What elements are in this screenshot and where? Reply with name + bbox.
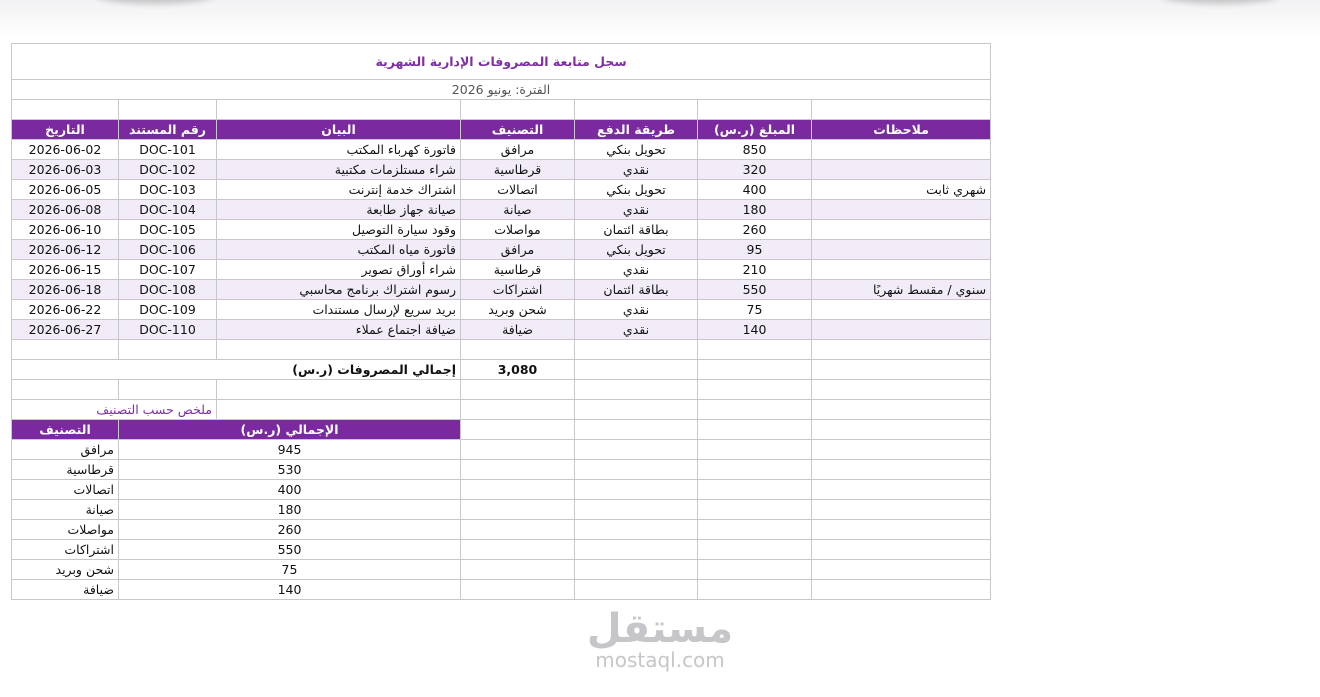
cell-notes [812,320,991,340]
header-amount: المبلغ (ر.س) [698,120,812,140]
summary-title: ملخص حسب التصنيف [12,400,217,420]
cell-category: اشتراكات [461,280,575,300]
cell-category: مواصلات [461,220,575,240]
expense-table [11,43,991,600]
summary-category: اشتراكات [12,540,119,560]
cell-description: شراء مستلزمات مكتبية [217,160,461,180]
cell-amount: 180 [698,200,812,220]
watermark-arabic: مستقل [586,606,734,652]
header-category: التصنيف [461,120,575,140]
cell-notes [812,300,991,320]
blank-cell [812,480,991,500]
table-row [12,300,991,320]
cell-description: فاتورة مياه المكتب [217,240,461,260]
cell-description: بريد سريع لإرسال مستندات [217,300,461,320]
cell-doc-no: DOC-108 [119,280,217,300]
blank-cell [812,500,991,520]
summary-category: مرافق [12,440,119,460]
cell-description: اشتراك خدمة إنترنت [217,180,461,200]
cell-payment-method: نقدي [575,200,698,220]
total-value: 3,080 [461,360,575,380]
blank-cell [461,540,575,560]
blank-cell [575,440,698,460]
blank-cell [698,400,812,420]
table-row [12,200,991,220]
blank-cell [461,460,575,480]
cell-date: 2026-06-03 [12,160,119,180]
blank-cell [575,460,698,480]
cell-doc-no: DOC-107 [119,260,217,280]
blank-cell [698,540,812,560]
blank-cell [812,580,991,600]
cell-amount: 320 [698,160,812,180]
cell-description: ضيافة اجتماع عملاء [217,320,461,340]
cell-payment-method: تحويل بنكي [575,180,698,200]
cell-notes [812,160,991,180]
cell-date: 2026-06-10 [12,220,119,240]
blank-cell [698,340,812,360]
blank-cell [461,340,575,360]
blank-cell [812,360,991,380]
sheet-period: الفترة: يونيو 2026 [12,80,991,100]
cell-category: ضيافة [461,320,575,340]
blank-cell [575,380,698,400]
header-row [12,120,991,140]
blank-cell [812,380,991,400]
blank-cell [575,580,698,600]
summary-total: 140 [119,580,461,600]
cell-notes [812,140,991,160]
cell-category: قرطاسية [461,160,575,180]
cell-payment-method: بطاقة ائتمان [575,220,698,240]
blank-cell [119,340,217,360]
summary-total: 260 [119,520,461,540]
table-row [12,220,991,240]
cell-amount: 140 [698,320,812,340]
blank-cell [461,400,575,420]
blank-cell [812,400,991,420]
cell-date: 2026-06-08 [12,200,119,220]
cell-doc-no: DOC-110 [119,320,217,340]
table-row [12,280,991,300]
cell-payment-method: بطاقة ائتمان [575,280,698,300]
summary-row [12,480,991,500]
blank-cell [217,380,461,400]
cell-date: 2026-06-02 [12,140,119,160]
cell-doc-no: DOC-102 [119,160,217,180]
blank-cell [461,500,575,520]
summary-header-row [12,420,991,440]
cell-amount: 210 [698,260,812,280]
cell-amount: 850 [698,140,812,160]
summary-total: 180 [119,500,461,520]
header-notes: ملاحظات [812,120,991,140]
cell-category: اتصالات [461,180,575,200]
watermark [580,608,740,670]
cell-date: 2026-06-27 [12,320,119,340]
header-description: البيان [217,120,461,140]
header-doc-no: رقم المستند [119,120,217,140]
total-row [12,360,991,380]
blank-cell [575,420,698,440]
blank-row [12,380,991,400]
blank-cell [461,420,575,440]
cell-description: فاتورة كهرباء المكتب [217,140,461,160]
cell-category: شحن وبريد [461,300,575,320]
blank-cell [119,380,217,400]
blank-cell [698,440,812,460]
top-shadow-right [1160,0,1280,4]
summary-title-row [12,400,991,420]
summary-total: 550 [119,540,461,560]
blank-cell [812,460,991,480]
cell-notes: سنوي / مقسط شهريًا [812,280,991,300]
top-shadow-left [95,0,215,4]
summary-row [12,500,991,520]
blank-cell [575,340,698,360]
cell-description: صيانة جهاز طابعة [217,200,461,220]
summary-header-total: الإجمالي (ر.س) [119,420,461,440]
summary-category: اتصالات [12,480,119,500]
cell-date: 2026-06-05 [12,180,119,200]
summary-total: 400 [119,480,461,500]
cell-payment-method: تحويل بنكي [575,140,698,160]
summary-category: شحن وبريد [12,560,119,580]
blank-cell [575,360,698,380]
cell-amount: 400 [698,180,812,200]
summary-row [12,540,991,560]
blank-cell [812,540,991,560]
cell-description: وقود سيارة التوصيل [217,220,461,240]
blank-row [12,340,991,360]
blank-cell [575,400,698,420]
blank-cell [812,420,991,440]
summary-category: ضيافة [12,580,119,600]
blank-cell [461,580,575,600]
blank-cell [698,460,812,480]
cell-notes [812,240,991,260]
blank-cell [698,500,812,520]
summary-total: 530 [119,460,461,480]
cell-doc-no: DOC-106 [119,240,217,260]
blank-row [12,100,991,120]
summary-category: مواصلات [12,520,119,540]
cell-amount: 550 [698,280,812,300]
table-row [12,160,991,180]
cell-amount: 260 [698,220,812,240]
blank-cell [575,520,698,540]
table-row [12,320,991,340]
watermark-latin: mostaql.com [595,648,725,672]
blank-cell [812,440,991,460]
summary-total: 945 [119,440,461,460]
blank-cell [698,360,812,380]
cell-doc-no: DOC-104 [119,200,217,220]
cell-payment-method: نقدي [575,260,698,280]
blank-cell [698,520,812,540]
cell-category: مرافق [461,240,575,260]
cell-category: صيانة [461,200,575,220]
summary-row [12,460,991,480]
cell-doc-no: DOC-101 [119,140,217,160]
blank-cell [698,380,812,400]
spreadsheet [11,43,990,631]
blank-cell [575,480,698,500]
blank-cell [575,540,698,560]
summary-row [12,440,991,460]
summary-category: صيانة [12,500,119,520]
blank-cell [217,340,461,360]
table-row [12,240,991,260]
cell-date: 2026-06-15 [12,260,119,280]
header-date: التاريخ [12,120,119,140]
cell-payment-method: نقدي [575,160,698,180]
table-row [12,140,991,160]
summary-header-category: التصنيف [12,420,119,440]
blank-cell [461,480,575,500]
sheet-title: سجل متابعة المصروفات الإدارية الشهرية [12,44,991,80]
cell-payment-method: نقدي [575,300,698,320]
cell-category: قرطاسية [461,260,575,280]
blank-cell [217,400,461,420]
blank-cell [461,560,575,580]
table-row [12,260,991,280]
cell-amount: 95 [698,240,812,260]
blank-cell [698,580,812,600]
blank-cell [575,500,698,520]
summary-row [12,580,991,600]
blank-cell [461,440,575,460]
cell-description: رسوم اشتراك برنامج محاسبي [217,280,461,300]
summary-total: 75 [119,560,461,580]
cell-description: شراء أوراق تصوير [217,260,461,280]
cell-doc-no: DOC-109 [119,300,217,320]
cell-doc-no: DOC-105 [119,220,217,240]
blank-cell [12,380,119,400]
table-row [12,180,991,200]
cell-date: 2026-06-12 [12,240,119,260]
cell-notes: شهري ثابت [812,180,991,200]
blank-cell [461,520,575,540]
cell-payment-method: تحويل بنكي [575,240,698,260]
summary-row [12,560,991,580]
summary-category: قرطاسية [12,460,119,480]
cell-notes [812,260,991,280]
total-label: إجمالي المصروفات (ر.س) [12,360,461,380]
blank-cell [461,380,575,400]
blank-cell [698,480,812,500]
cell-notes [812,200,991,220]
cell-category: مرافق [461,140,575,160]
cell-date: 2026-06-22 [12,300,119,320]
cell-payment-method: نقدي [575,320,698,340]
blank-cell [698,420,812,440]
cell-amount: 75 [698,300,812,320]
blank-cell [12,340,119,360]
blank-cell [698,560,812,580]
cell-doc-no: DOC-103 [119,180,217,200]
cell-date: 2026-06-18 [12,280,119,300]
blank-cell [575,560,698,580]
cell-notes [812,220,991,240]
header-payment-method: طريقة الدفع [575,120,698,140]
blank-cell [812,520,991,540]
blank-cell [812,340,991,360]
blank-cell [812,560,991,580]
summary-row [12,520,991,540]
